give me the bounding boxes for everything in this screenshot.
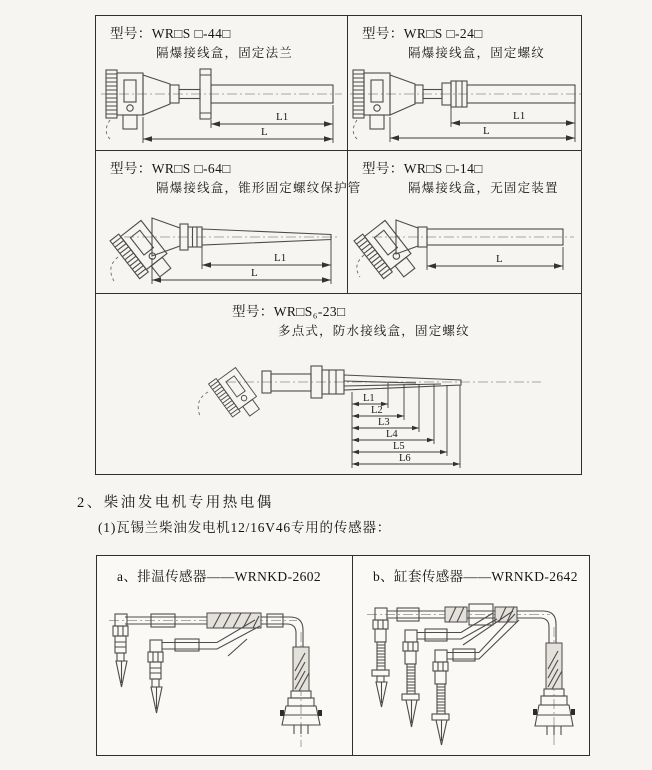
model-desc: 多点式，防水接线盒，固定螺纹: [278, 324, 470, 339]
model-desc: 隔爆接线盒，无固定装置: [408, 181, 559, 196]
section-subheading: (1)瓦锡兰柴油发电机12/16V46专用的传感器：: [98, 520, 392, 535]
model-desc: 隔爆接线盒，锥形固定螺纹保护管: [156, 181, 362, 196]
model-prefix: 型号：: [232, 304, 274, 319]
diagram-wr24: [348, 60, 581, 150]
panel-wr24: [348, 16, 581, 151]
diagram-wrnkd2602: [97, 587, 351, 755]
panel-wr64-caption: [96, 151, 362, 198]
panel-wr44-caption: [96, 16, 347, 63]
model-prefix: 型号：: [362, 26, 404, 41]
model-code: WR□S □-14□: [403, 161, 483, 176]
diagram-wr14: [348, 203, 581, 293]
dim-label-l1: L1: [363, 393, 375, 404]
sensor-b-caption: b、缸套传感器——WRNKD-2642: [373, 569, 578, 584]
panel-sensor-b: [353, 556, 589, 755]
model-prefix: 型号：: [110, 26, 152, 41]
panel-wr14: [348, 151, 581, 294]
diagram-wr44: [96, 60, 348, 150]
sensor-diagram-box: [96, 555, 590, 756]
model-prefix: 型号：: [110, 161, 152, 176]
panel-wr23-caption: [96, 294, 581, 341]
model-code: WR□S □-44□: [151, 26, 231, 41]
panel-wr24-caption: [348, 16, 581, 63]
dim-label-l4: L4: [386, 429, 398, 440]
dim-label-l: L: [261, 126, 268, 138]
dim-label-l1: L1: [513, 110, 526, 122]
dim-label-l6: L6: [399, 453, 411, 464]
dim-label-l3: L3: [378, 417, 390, 428]
dim-label-l5: L5: [393, 441, 405, 452]
dim-label-l2: L2: [371, 405, 383, 416]
dim-label-l1: L1: [276, 111, 289, 123]
diagram-wrnkd2642: [353, 587, 589, 755]
panel-wr23: [96, 294, 581, 474]
sensor-a-caption: a、排温传感器——WRNKD-2602: [117, 569, 322, 584]
dim-label-l: L: [483, 125, 490, 137]
section-heading: 2、柴油发电机专用热电偶: [77, 495, 274, 511]
dim-label-l: L: [496, 253, 503, 265]
dim-label-l1: L1: [274, 252, 287, 264]
diagram-wr64: [96, 203, 348, 293]
panel-wr14-caption: [348, 151, 581, 198]
model-code: WR□S □-64□: [151, 161, 231, 176]
model-desc: 隔爆接线盒，固定螺纹: [408, 46, 546, 61]
panel-sensor-a: [97, 556, 353, 755]
model-prefix: 型号：: [362, 161, 404, 176]
diagram-wr23: [96, 342, 583, 474]
model-code: WR□S₆-23□: [273, 304, 346, 319]
model-code: WR□S □-24□: [403, 26, 483, 41]
model-diagram-box: [95, 15, 582, 475]
dim-label-l: L: [251, 267, 258, 279]
panel-wr44: [96, 16, 348, 151]
panel-wr64: [96, 151, 362, 294]
model-desc: 隔爆接线盒，固定法兰: [156, 46, 294, 61]
